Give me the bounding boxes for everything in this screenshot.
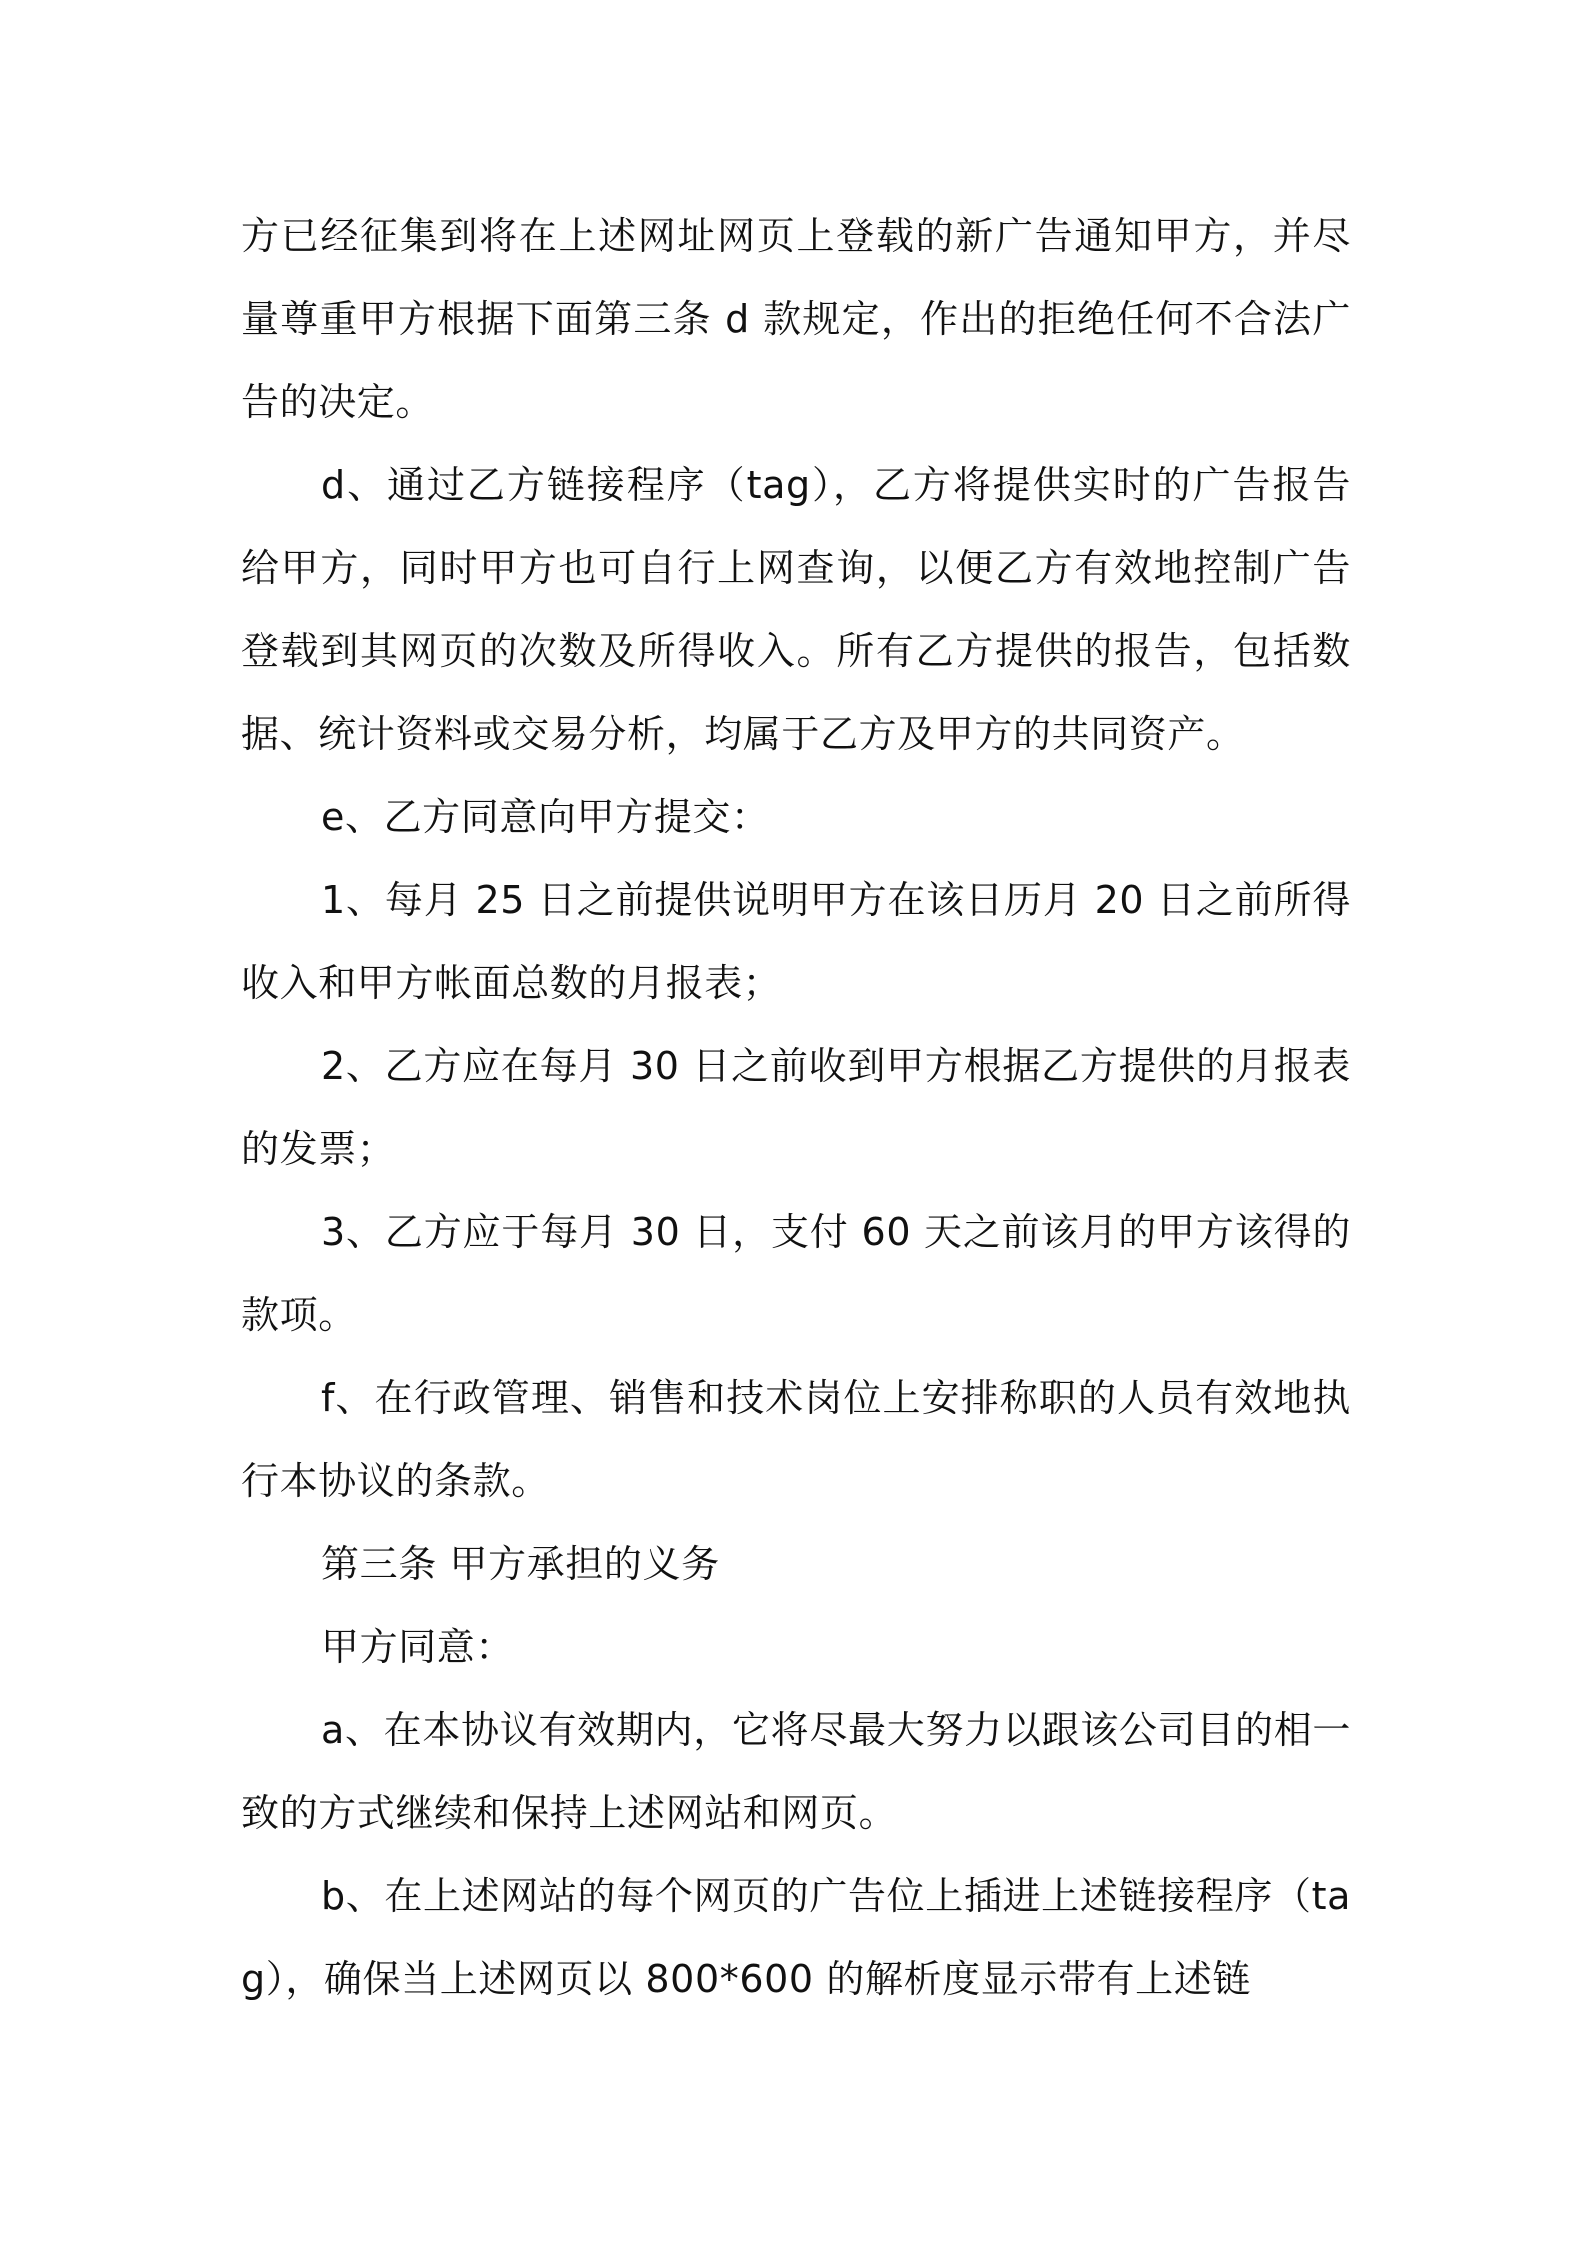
paragraph-item-b: b、在上述网站的每个网页的广告位上插进上述链接程序（tag），确保当上述网页以 800*600 的解析度显示带有上述链	[241, 1874, 1351, 2001]
paragraph-item-a: a、在本协议有效期内，它将尽最大努力以跟该公司目的相一致的方式继续和保持上述网站和网页。	[241, 1708, 1351, 1835]
paragraph-item-f: f、在行政管理、销售和技术岗位上安排称职的人员有效地执行本协议的条款。	[241, 1376, 1351, 1503]
paragraph-item-e-1: 1、每月 25 日之前提供说明甲方在该日历月 20 日之前所得收入和甲方帐面总数的月报表；	[241, 878, 1351, 1005]
paragraph-item-e-3: 3、乙方应于每月 30 日，支付 60 天之前该月的甲方该得的款项。	[241, 1210, 1351, 1337]
section-heading-article-3: 第三条 甲方承担的义务	[321, 1542, 720, 1586]
document-body	[241, 195, 1351, 2021]
paragraph-item-d: d、通过乙方链接程序（tag），乙方将提供实时的广告报告给甲方，同时甲方也可自行上网查询，以便乙方有效地控制广告登载到其网页的次数及所得收入。所有乙方提供的报告，包括数据、统计资料或交易分析，均属于乙方及甲方的共同资产。	[241, 463, 1351, 756]
paragraph-item-e-2: 2、乙方应在每月 30 日之前收到甲方根据乙方提供的月报表的发票；	[241, 1044, 1351, 1171]
paragraph-item-e: e、乙方同意向甲方提交：	[321, 795, 770, 839]
paragraph-continuation: 方已经征集到将在上述网址网页上登载的新广告通知甲方，并尽量尊重甲方根据下面第三条 d 款规定，作出的拒绝任何不合法广告的决定。	[241, 214, 1351, 424]
paragraph-party-a-agrees: 甲方同意：	[321, 1625, 515, 1669]
